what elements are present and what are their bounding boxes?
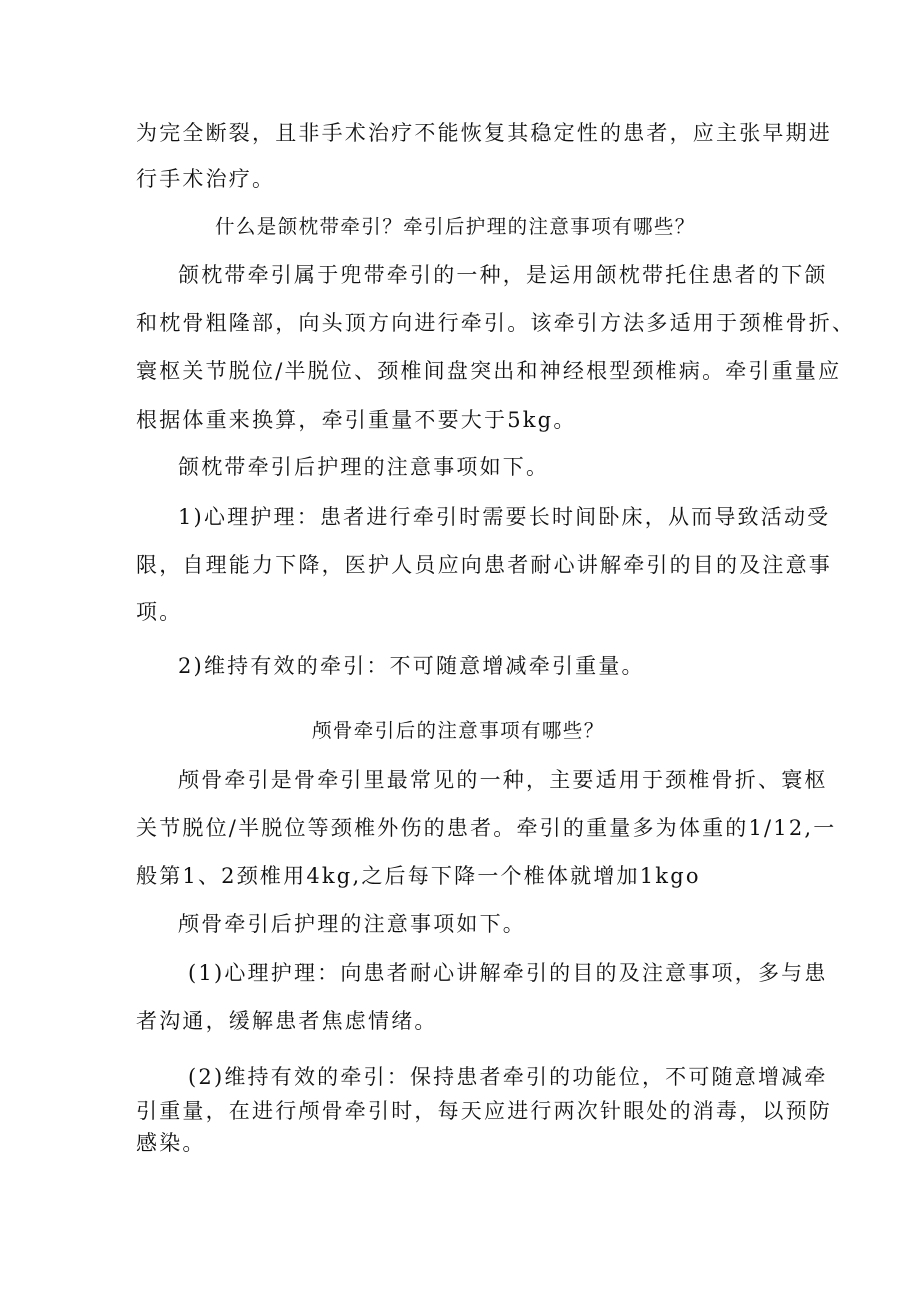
section1-care-intro: 颌枕带牵引后护理的注意事项如下。: [178, 455, 550, 479]
section2-care-intro: 颅骨牵引后护理的注意事项如下。: [178, 912, 526, 936]
section1-item1-line-2: 限，自理能力下降，医护人员应向患者耐心讲解牵引的目的及注意事: [136, 553, 832, 577]
section2-heading: 颅骨牵引后的注意事项有哪些？: [312, 719, 605, 742]
section2-item1-line-1: (1)心理护理：向患者耐心讲解牵引的目的及注意事项，多与患: [188, 961, 828, 985]
section2-item2-line-3: 感染。: [136, 1131, 206, 1155]
section1-heading: 什么是颌枕带牵引？牵引后护理的注意事项有哪些？: [215, 215, 696, 238]
section1-item1-line-1: 1)心理护理：患者进行牵引时需要长时间卧床，从而导致活动受: [178, 505, 831, 529]
section2-definition-line-2: 关节脱位/半脱位等颈椎外伤的患者。牵引的重量多为体重的1/12,一: [136, 816, 837, 840]
intro-line-1: 为完全断裂，且非手术治疗不能恢复其稳定性的患者，应主张早期进: [136, 121, 832, 145]
section2-item2-line-1: (2)维持有效的牵引：保持患者牵引的功能位，不可随意增减牵: [188, 1065, 828, 1089]
section2-item2-line-2: 引重量，在进行颅骨牵引时，每天应进行两次针眼处的消毒，以预防: [136, 1099, 832, 1123]
section2-definition-line-3: 般第1、2颈椎用4kg,之后每下降一个椎体就增加1kgo: [136, 864, 701, 888]
section1-definition-line-1: 颌枕带牵引属于兜带牵引的一种，是运用颌枕带托住患者的下颌: [178, 263, 828, 287]
section2-item1-line-2: 者沟通，缓解患者焦虑情绪。: [136, 1009, 438, 1033]
section2-definition-line-1: 颅骨牵引是骨牵引里最常见的一种，主要适用于颈椎骨折、寰枢: [178, 768, 828, 792]
section1-item2: 2)维持有效的牵引：不可随意增减牵引重量。: [178, 654, 645, 678]
intro-line-2: 行手术治疗。: [136, 167, 276, 191]
section1-definition-line-3: 寰枢关节脱位/半脱位、颈椎间盘突出和神经根型颈椎病。牵引重量应: [136, 359, 842, 383]
section1-definition-line-2: 和枕骨粗隆部，向头顶方向进行牵引。该牵引方法多适用于颈椎骨折、: [136, 311, 856, 335]
section1-item1-line-3: 项。: [136, 600, 183, 624]
section1-definition-line-4: 根据体重来换算，牵引重量不要大于5kg。: [136, 408, 577, 432]
